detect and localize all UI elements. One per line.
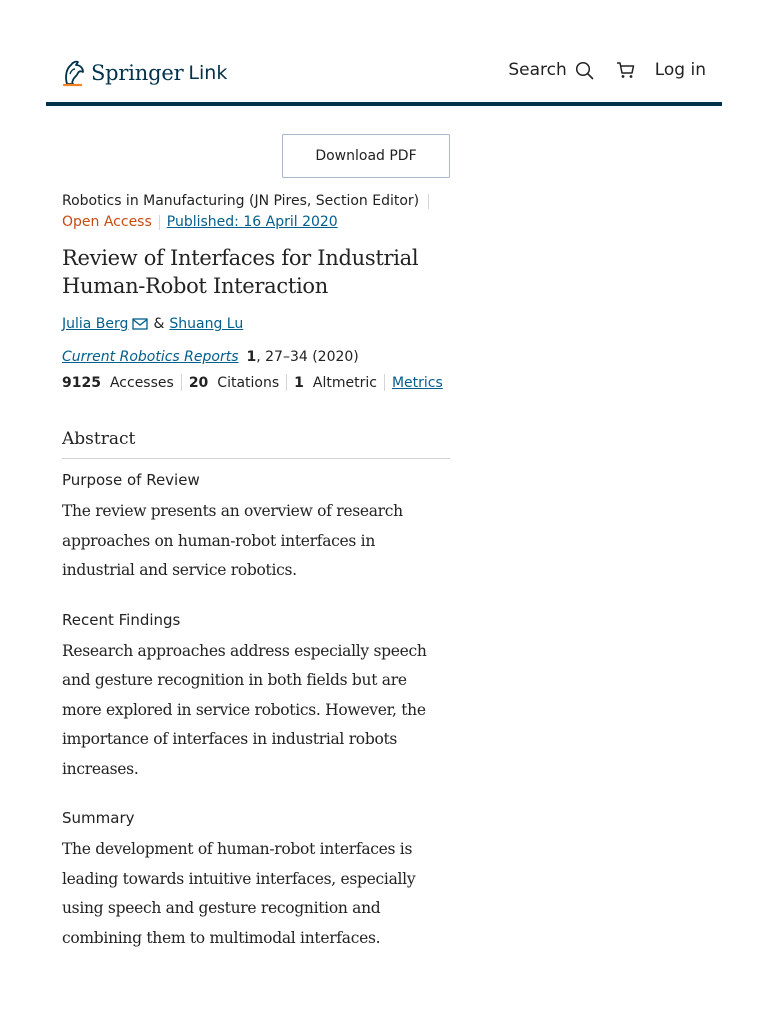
site-header (46, 0, 722, 106)
springer-link-logo[interactable] (61, 59, 227, 87)
published-date-link[interactable]: Published: 16 April 2020 (166, 214, 338, 230)
email-icon[interactable] (132, 318, 148, 330)
open-access-badge: Open Access (62, 214, 152, 230)
altmetric-label: Altmetric (312, 374, 377, 391)
article-meta (62, 212, 450, 232)
author-list (62, 316, 450, 332)
divider (181, 374, 182, 391)
findings-text: Research approaches address especially speech and gesture recognition in both fields but are more explored in service robotics. However, the importance of interfaces in industrial robots increases. (62, 641, 427, 778)
download-pdf-button[interactable]: Download PDF (282, 134, 450, 178)
purpose-heading: Purpose of Review (62, 471, 200, 489)
accesses-label: Accesses (109, 374, 174, 391)
divider (286, 374, 287, 391)
cart-icon (616, 61, 635, 79)
findings-heading: Recent Findings (62, 610, 181, 629)
citations-count: 20 (188, 374, 209, 391)
search-label: Search (508, 60, 567, 80)
altmetric-count: 1 (294, 374, 304, 391)
author-separator: & (153, 316, 165, 332)
article-section (62, 190, 450, 212)
author-link-julia-berg[interactable]: Julia Berg (62, 316, 129, 332)
header-nav (508, 60, 706, 80)
journal-volume: 1 (246, 349, 257, 365)
divider (159, 215, 160, 230)
citations-label: Citations (217, 374, 280, 391)
section-editor-text: Robotics in Manufacturing (JN Pires, Section Editor) (62, 193, 420, 209)
journal-link[interactable]: Current Robotics Reports (62, 349, 239, 365)
cart-button[interactable] (616, 61, 635, 79)
search-icon (575, 61, 594, 80)
abstract-heading: Abstract (62, 429, 450, 459)
article-title: Review of Interfaces for Industrial Human-Robot Interaction (62, 246, 419, 298)
article-metrics (62, 374, 450, 391)
article-main (62, 190, 450, 953)
search-button[interactable] (508, 60, 593, 80)
journal-pages-year: , 27–34 (2020) (256, 349, 359, 365)
metrics-link[interactable]: Metrics (391, 374, 443, 391)
logo-springer-text: Springer (91, 61, 184, 85)
divider (384, 374, 385, 391)
login-link[interactable]: Log in (654, 60, 706, 80)
springer-horse-icon (61, 59, 87, 87)
author-link-shuang-lu[interactable]: Shuang Lu (169, 316, 244, 332)
logo-link-text: Link (188, 62, 228, 84)
summary-heading: Summary (62, 809, 135, 827)
divider (428, 194, 429, 209)
summary-text: The development of human-robot interfaces is leading towards intuitive interfaces, especially using speech and gesture recognition and combining them to multimodal interfaces. (62, 840, 416, 947)
accesses-count: 9125 (62, 374, 101, 391)
purpose-text: The review presents an overview of research approaches on human-robot interfaces in industrial and service robotics. (62, 502, 403, 579)
journal-citation (62, 349, 450, 365)
